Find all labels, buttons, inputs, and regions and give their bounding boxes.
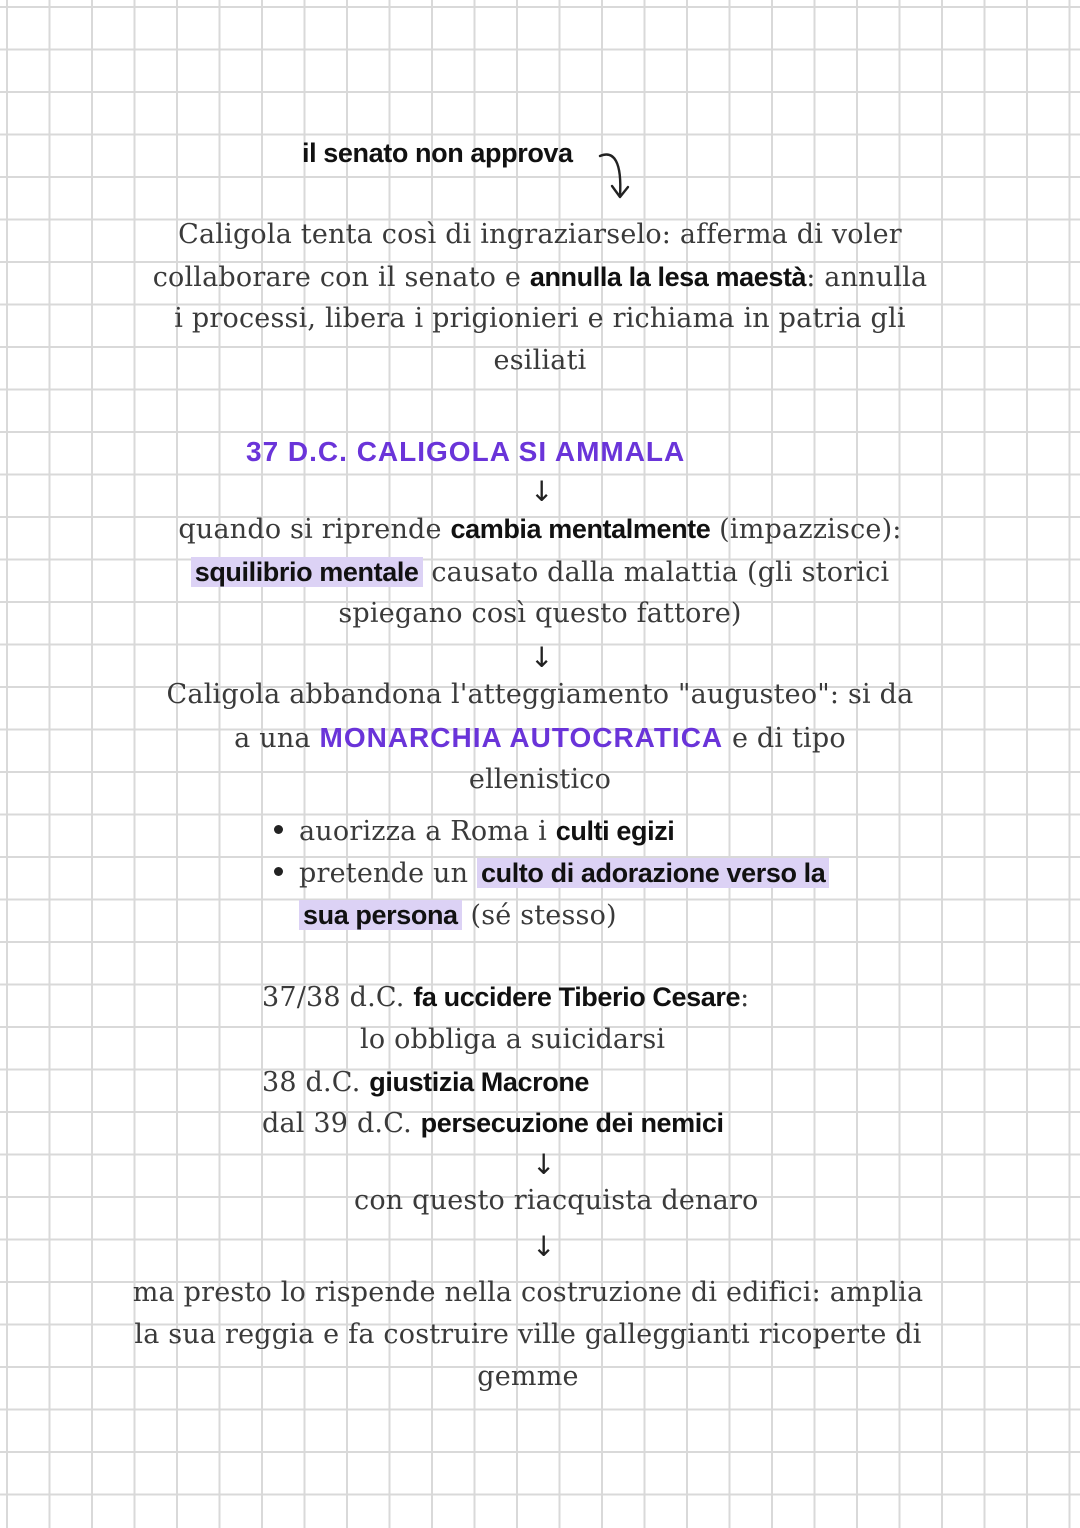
paragraph-line: Caligola tenta così di ingraziarselo: afferma di voler [178, 219, 902, 250]
bullet-icon [274, 825, 283, 834]
paragraph-line: Caligola abbandona l'atteggiamento "augusteo": si da [166, 679, 914, 710]
bullet-item-continuation: sua persona (sé stesso) [299, 898, 617, 933]
timeline-line: con questo riacquista denaro [354, 1185, 759, 1216]
paragraph-line: i processi, libera i prigionieri e richiama in patria gli [174, 303, 906, 334]
down-arrow-icon: ↓ [532, 1148, 556, 1181]
down-arrow-icon: ↓ [530, 475, 554, 508]
paragraph-line: spiegano così questo fattore) [338, 598, 742, 629]
bullet-item: pretende un culto di adorazione verso la [274, 856, 829, 891]
down-arrow-icon: ↓ [530, 641, 554, 674]
timeline-line: lo obbliga a suicidarsi [360, 1024, 666, 1055]
bullet-item: auorizza a Roma i culti egizi [274, 814, 674, 849]
timeline-line: 38 d.C. giustizia Macrone [262, 1067, 590, 1098]
paragraph-line: la sua reggia e fa costruire ville galleggianti ricoperte di [134, 1319, 922, 1350]
timeline-line: 37/38 d.C. fa uccidere Tiberio Cesare: [262, 982, 750, 1013]
curved-arrow-icon [596, 148, 636, 206]
paragraph-line: gemme [477, 1361, 579, 1392]
senate-title: il senato non approva [302, 138, 573, 168]
illness-heading: 37 D.C. CALIGOLA SI AMMALA [246, 436, 686, 467]
paragraph-line: squilibrio mentale causato dalla malattia (gli storici [0, 555, 1080, 590]
paragraph-line: ma presto lo rispende nella costruzione di edifici: amplia [132, 1277, 924, 1308]
bullet-icon [274, 867, 283, 876]
down-arrow-icon: ↓ [532, 1230, 556, 1263]
paragraph-line: collaborare con il senato e annulla la lesa maestà: annulla [152, 262, 928, 293]
paragraph-line: quando si riprende cambia mentalmente (impazzisce): [178, 514, 902, 545]
timeline-line: dal 39 d.C. persecuzione dei nemici [262, 1108, 724, 1139]
paragraph-line: ellenistico [468, 764, 612, 795]
paragraph-line: esiliati [493, 345, 587, 376]
paragraph-line: a una MONARCHIA AUTOCRATICA e di tipo [234, 722, 846, 754]
